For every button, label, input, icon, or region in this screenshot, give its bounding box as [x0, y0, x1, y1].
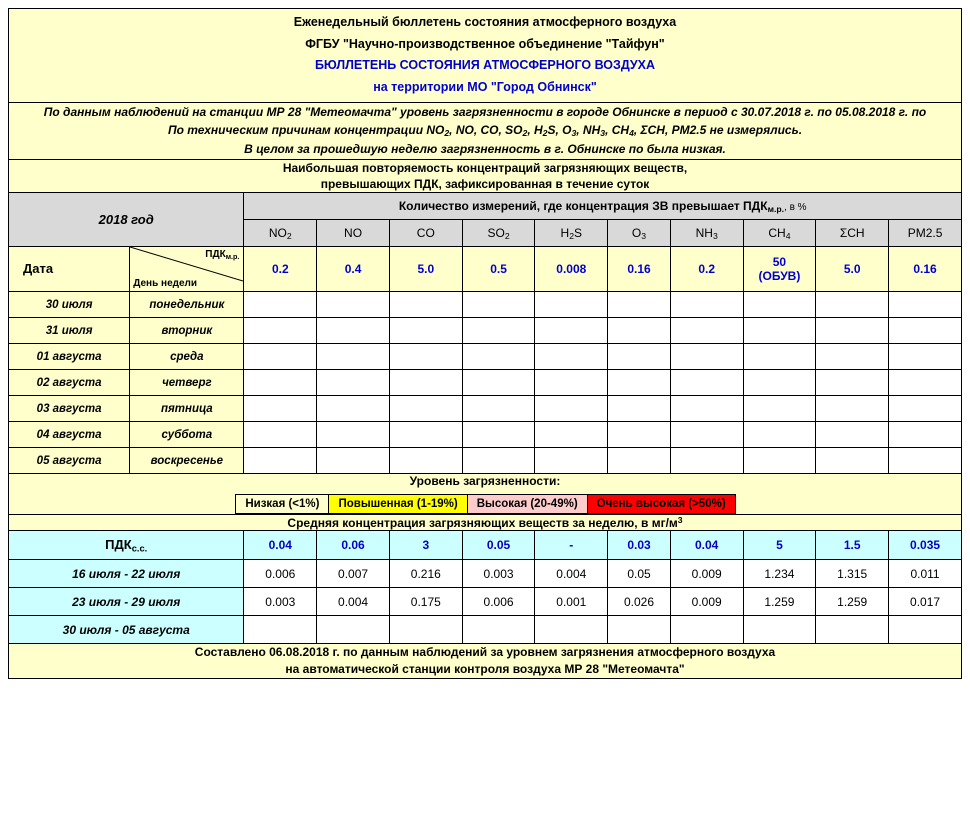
frequency-subtitle-line-1: Наибольшая повторяемость концентраций загрязняющих веществ, — [282, 160, 688, 175]
table-row — [9, 318, 962, 344]
cell-so2 — [462, 422, 535, 448]
summary-line-2: По техническим причинам концентрации $NO_2$, NO, CO, $SO_2$, $H_2S$, $O_3$, $NH_3$, $CH_4$, ΣCH, PM2.5 не измерялись. — [167, 122, 803, 139]
avg-cell-co: 0.216 — [389, 560, 462, 588]
row-weekday: четверг — [130, 370, 244, 396]
avg-cell-co: 0.175 — [389, 588, 462, 616]
avg-cell-h2s: 0.001 — [535, 588, 608, 616]
cell-o3 — [608, 318, 671, 344]
cell-sch — [816, 370, 889, 396]
avg-cell-so2: 0.003 — [462, 560, 535, 588]
avg-cell-ch4: 1.234 — [743, 560, 816, 588]
pdk-value-ch4 — [743, 247, 816, 292]
cell-h2s — [535, 396, 608, 422]
pdk-value-ch4-number: 50 — [772, 255, 787, 270]
cell-o3 — [608, 370, 671, 396]
pdk-value-ch4-note: (ОБУВ) — [758, 269, 801, 284]
avg-cell-sch: 1.315 — [816, 560, 889, 588]
avg-cell-ch4: 1.259 — [743, 588, 816, 616]
row-date: 05 августа — [9, 448, 130, 474]
cell-so2 — [462, 396, 535, 422]
avg-cell-nh3: 0.009 — [670, 588, 743, 616]
pdk-ss-label-text: ПДК — [105, 537, 132, 553]
row-date: 02 августа — [9, 370, 130, 396]
cell-ch4 — [743, 344, 816, 370]
cell-nh3 — [670, 344, 743, 370]
cell-sch — [816, 318, 889, 344]
pdk-value-nh3: 0.2 — [670, 247, 743, 292]
cell-no2 — [244, 344, 317, 370]
col-header-h2s: $H_2S$ — [535, 220, 608, 247]
avg-cell-no2 — [244, 616, 317, 644]
date-label: Дата — [23, 261, 54, 277]
avg-cell-h2s: 0.004 — [535, 560, 608, 588]
cell-h2s — [535, 344, 608, 370]
col-header-sch: ΣCH — [816, 220, 889, 247]
date-column-header — [9, 247, 130, 292]
cell-no2 — [244, 448, 317, 474]
avg-cell-no — [317, 616, 390, 644]
cell-o3 — [608, 422, 671, 448]
cell-no — [317, 396, 390, 422]
year-header: 2018 год — [9, 193, 244, 247]
cell-no2 — [244, 422, 317, 448]
avg-cell-no: 0.007 — [317, 560, 390, 588]
cell-sch — [816, 292, 889, 318]
avg-cell-ch4 — [743, 616, 816, 644]
cell-o3 — [608, 448, 671, 474]
cell-co — [389, 292, 462, 318]
frequency-subtitle-line-2: превышающих ПДК, зафиксированная в течение суток — [320, 177, 650, 192]
legend-item-low: Низкая (<1%) — [235, 494, 329, 514]
cell-pm25 — [889, 396, 962, 422]
avg-pdk-pm25: 0.035 — [889, 531, 962, 560]
pdk-value-so2: 0.5 — [462, 247, 535, 292]
avg-pdk-o3: 0.03 — [608, 531, 671, 560]
avg-cell-pm25 — [889, 616, 962, 644]
cell-nh3 — [670, 318, 743, 344]
avg-pdk-h2s: - — [535, 531, 608, 560]
avg-cell-h2s — [535, 616, 608, 644]
row-weekday: пятница — [130, 396, 244, 422]
col-header-so2: $SO_2$ — [462, 220, 535, 247]
cell-o3 — [608, 292, 671, 318]
frequency-subtitle — [9, 159, 962, 192]
avg-pdk-nh3: 0.04 — [670, 531, 743, 560]
avg-pdk-sch: 1.5 — [816, 531, 889, 560]
row-weekday: среда — [130, 344, 244, 370]
table-row — [9, 448, 962, 474]
cell-no — [317, 448, 390, 474]
average-period: 30 июля - 05 августа — [9, 616, 244, 644]
summary-line-2-post: не измерялись. — [706, 122, 803, 137]
pdk-value-co: 5.0 — [389, 247, 462, 292]
cell-pm25 — [889, 448, 962, 474]
col-header-no2: $NO_2$ — [244, 220, 317, 247]
cell-so2 — [462, 318, 535, 344]
col-header-co: CO — [389, 220, 462, 247]
cell-no — [317, 344, 390, 370]
cell-h2s — [535, 422, 608, 448]
col-header-ch4: $CH_4$ — [743, 220, 816, 247]
row-weekday: понедельник — [130, 292, 244, 318]
avg-pdk-ch4: 5 — [743, 531, 816, 560]
cell-sch — [816, 422, 889, 448]
weekday-label: День недели — [133, 278, 198, 290]
pdk-value-no2: 0.2 — [244, 247, 317, 292]
avg-pdk-no2: 0.04 — [244, 531, 317, 560]
row-date: 04 августа — [9, 422, 130, 448]
avg-cell-no: 0.004 — [317, 588, 390, 616]
header-line-4: на территории МО "Город Обнинск" — [373, 79, 597, 94]
avg-cell-no2: 0.006 — [244, 560, 317, 588]
cell-so2 — [462, 292, 535, 318]
cell-pm25 — [889, 292, 962, 318]
col-header-pm25: PM2.5 — [889, 220, 962, 247]
document-footer — [9, 644, 962, 679]
row-date: 01 августа — [9, 344, 130, 370]
cell-co — [389, 344, 462, 370]
cell-sch — [816, 396, 889, 422]
cell-o3 — [608, 344, 671, 370]
legend-item-very-high: Очень высокая (>50%) — [587, 494, 736, 514]
pdk-ss-row — [9, 531, 962, 560]
table-row — [9, 370, 962, 396]
cell-so2 — [462, 344, 535, 370]
row-weekday: суббота — [130, 422, 244, 448]
table-row — [9, 422, 962, 448]
cell-nh3 — [670, 370, 743, 396]
diagonal-header-cell — [130, 247, 244, 292]
average-row — [9, 616, 962, 644]
cell-h2s — [535, 292, 608, 318]
avg-cell-so2: 0.006 — [462, 588, 535, 616]
cell-pm25 — [889, 422, 962, 448]
group-header-text: Количество измерений, где концентрация ЗВ превышает ПДК — [398, 198, 768, 213]
cell-so2 — [462, 448, 535, 474]
avg-pdk-no: 0.06 — [317, 531, 390, 560]
pdk-value-o3: 0.16 — [608, 247, 671, 292]
pdk-ss-label-sub: с.с. — [131, 543, 148, 554]
table-row — [9, 396, 962, 422]
pdk-value-sch: 5.0 — [816, 247, 889, 292]
observation-summary — [9, 102, 962, 159]
col-header-o3: $O_3$ — [608, 220, 671, 247]
footer-line-1: Составлено 06.08.2018 г. по данным наблюдений за уровнем загрязнения атмосферного воздуха — [194, 645, 776, 660]
bulletin-table — [8, 8, 962, 679]
average-period: 16 июля - 22 июля — [9, 560, 244, 588]
cell-no — [317, 370, 390, 396]
row-weekday: вторник — [130, 318, 244, 344]
cell-co — [389, 448, 462, 474]
summary-line-1: По данным наблюдений на станции МР 28 "Метеомачта" уровень загрязненности в городе Обнинске в период с 30.07.2018 г. по 05.08.2018 г. по — [43, 104, 927, 119]
cell-no2 — [244, 396, 317, 422]
cell-no — [317, 292, 390, 318]
avg-cell-pm25: 0.017 — [889, 588, 962, 616]
avg-cell-pm25: 0.011 — [889, 560, 962, 588]
average-row — [9, 588, 962, 616]
cell-h2s — [535, 370, 608, 396]
summary-line-3: В целом за прошедшую неделю загрязненность в г. Обнинске по была низкая. — [244, 141, 726, 156]
cell-ch4 — [743, 370, 816, 396]
cell-h2s — [535, 318, 608, 344]
cell-ch4 — [743, 318, 816, 344]
group-header — [244, 193, 962, 220]
cell-ch4 — [743, 292, 816, 318]
avg-cell-nh3: 0.009 — [670, 560, 743, 588]
cell-nh3 — [670, 396, 743, 422]
pdk-mr-row — [9, 247, 962, 292]
avg-pdk-co: 3 — [389, 531, 462, 560]
cell-sch — [816, 344, 889, 370]
avg-cell-so2 — [462, 616, 535, 644]
pdk-mr-label: $ПДК_{м.р.}$ — [205, 249, 240, 262]
avg-pdk-so2: 0.05 — [462, 531, 535, 560]
cell-o3 — [608, 396, 671, 422]
cell-ch4 — [743, 396, 816, 422]
avg-cell-nh3 — [670, 616, 743, 644]
row-date: 31 июля — [9, 318, 130, 344]
average-title-text: Средняя концентрация загрязняющих веществ за неделю, в мг/м — [287, 516, 678, 531]
document-header — [9, 9, 962, 103]
cell-no2 — [244, 292, 317, 318]
cell-sch — [816, 448, 889, 474]
cell-nh3 — [670, 422, 743, 448]
cell-no — [317, 318, 390, 344]
cell-co — [389, 370, 462, 396]
table-row — [9, 344, 962, 370]
row-weekday: воскресенье — [130, 448, 244, 474]
col-header-nh3: $NH_3$ — [670, 220, 743, 247]
cell-no2 — [244, 318, 317, 344]
cell-no2 — [244, 370, 317, 396]
cell-pm25 — [889, 318, 962, 344]
average-title-sup: 3 — [677, 515, 683, 526]
avg-cell-sch — [816, 616, 889, 644]
average-section-title — [9, 515, 962, 531]
cell-no — [317, 422, 390, 448]
cell-h2s — [535, 448, 608, 474]
pdk-ss-label — [9, 531, 244, 560]
average-row — [9, 560, 962, 588]
cell-nh3 — [670, 448, 743, 474]
header-line-1: Еженедельный бюллетень состояния атмосферного воздуха — [293, 15, 677, 29]
pdk-value-h2s: 0.008 — [535, 247, 608, 292]
col-header-no: NO — [317, 220, 390, 247]
row-date: 30 июля — [9, 292, 130, 318]
cell-pm25 — [889, 370, 962, 396]
header-line-2: ФГБУ "Научно-производственное объединение "Тайфун" — [305, 36, 665, 51]
avg-cell-o3 — [608, 616, 671, 644]
group-header-tail: , в % — [784, 201, 807, 213]
pdk-value-pm25: 0.16 — [889, 247, 962, 292]
legend-title: Уровень загрязненности: — [409, 474, 561, 489]
average-period: 23 июля - 29 июля — [9, 588, 244, 616]
row-date: 03 августа — [9, 396, 130, 422]
pollution-level-legend — [9, 474, 962, 515]
cell-so2 — [462, 370, 535, 396]
legend-items — [9, 494, 961, 514]
pdk-value-no: 0.4 — [317, 247, 390, 292]
table-row — [9, 292, 962, 318]
footer-line-2: на автоматической станции контроля воздуха МР 28 "Метеомачта" — [285, 662, 685, 676]
cell-ch4 — [743, 448, 816, 474]
avg-cell-o3: 0.026 — [608, 588, 671, 616]
cell-co — [389, 318, 462, 344]
avg-cell-no2: 0.003 — [244, 588, 317, 616]
cell-nh3 — [670, 292, 743, 318]
avg-cell-co — [389, 616, 462, 644]
group-header-sub: м.р. — [767, 203, 785, 214]
summary-line-2-pre: По техническим причинам концентрации — [167, 122, 427, 137]
avg-cell-o3: 0.05 — [608, 560, 671, 588]
cell-ch4 — [743, 422, 816, 448]
cell-pm25 — [889, 344, 962, 370]
cell-co — [389, 396, 462, 422]
header-line-3: БЮЛЛЕТЕНЬ СОСТОЯНИЯ АТМОСФЕРНОГО ВОЗДУХА — [314, 58, 656, 73]
avg-cell-sch: 1.259 — [816, 588, 889, 616]
legend-item-high: Высокая (20-49%) — [467, 494, 588, 514]
legend-item-elevated: Повышенная (1-19%) — [328, 494, 467, 514]
cell-co — [389, 422, 462, 448]
